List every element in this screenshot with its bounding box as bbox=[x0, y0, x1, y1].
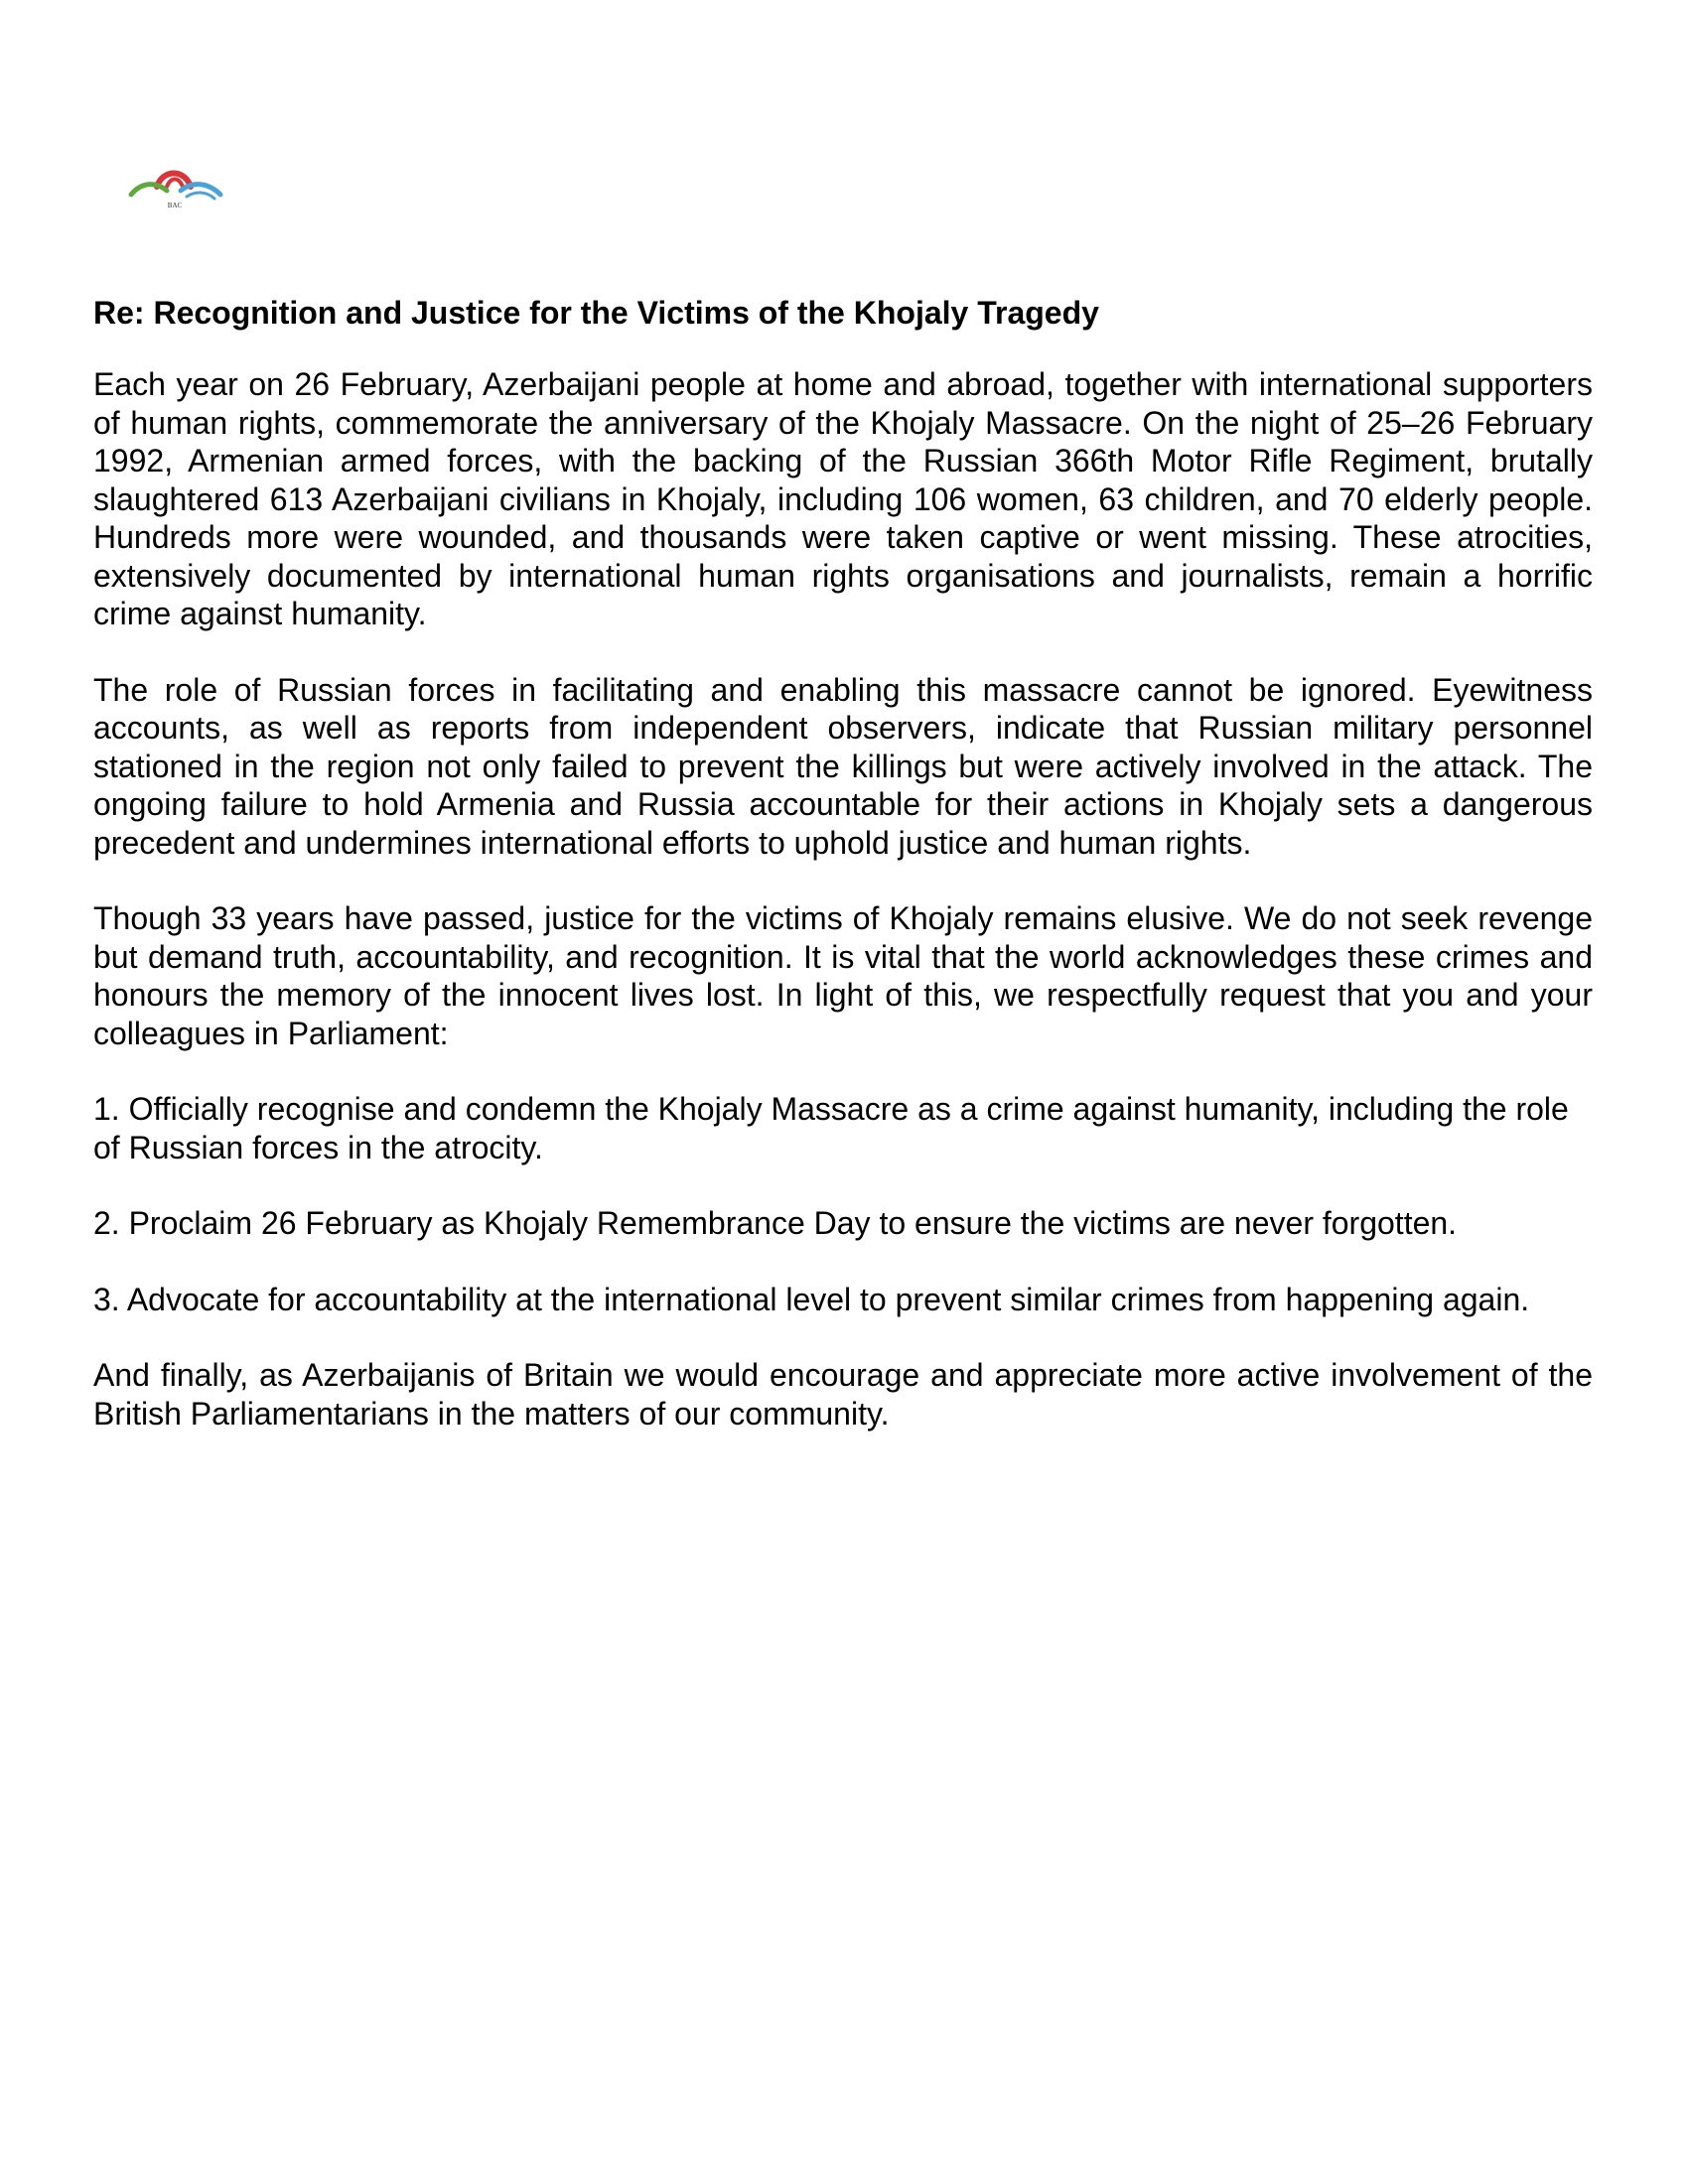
request-item: 1. Officially recognise and condemn the Khojaly Massacre as a crime against humanity, including the role of Russian forces in the atrocity. bbox=[93, 1091, 1569, 1165]
logo-text: BAC bbox=[167, 202, 183, 209]
paragraph: The role of Russian forces in facilitating and enabling this massacre cannot be ignored. Eyewitness accounts, as well as reports from independent observers, indicate that Russian military personnel stationed in the region not only failed to prevent the killings but were actively involved in the attack. The ongoing failure to hold Armenia and Russia accountable for their actions in Khojaly sets a dangerous precedent and undermines international efforts to uphold justice and human rights. bbox=[93, 671, 1593, 861]
bac-logo-icon bbox=[127, 161, 226, 210]
request-item: 3. Advocate for accountability at the international level to prevent similar crimes from happening again. bbox=[93, 1281, 1530, 1317]
paragraph: Each year on 26 February, Azerbaijani people at home and abroad, together with international supporters of human rights, commemorate the anniversary of the Khojaly Massacre. On the night of 25–26 February 1992, Armenian armed forces, with the backing of the Russian 366th Motor Rifle Regiment, brutally slaughtered 613 Azerbaijani civilians in Khojaly, including 106 women, 63 children, and 70 elderly people. Hundreds more were wounded, and thousands were taken captive or went missing. These atrocities, extensively documented by international human rights organisations and journalists, remain a horrific crime against humanity. bbox=[93, 366, 1593, 631]
letter-body bbox=[93, 290, 1593, 1470]
subject-line: Re: Recognition and Justice for the Victims of the Khojaly Tragedy bbox=[93, 295, 1099, 331]
organization-logo bbox=[127, 161, 226, 210]
request-item: 2. Proclaim 26 February as Khojaly Remembrance Day to ensure the victims are never forgotten. bbox=[93, 1205, 1458, 1241]
closing-paragraph: And finally, as Azerbaijanis of Britain we would encourage and appreciate more active involvement of the British Parliamentarians in the matters of our community. bbox=[93, 1357, 1593, 1432]
paragraph: Though 33 years have passed, justice for the victims of Khojaly remains elusive. We do not seek revenge but demand truth, accountability, and recognition. It is vital that the world acknowledges these crimes and honours the memory of the innocent lives lost. In light of this, we respectfully request that you and your colleagues in Parliament: bbox=[93, 900, 1593, 1051]
